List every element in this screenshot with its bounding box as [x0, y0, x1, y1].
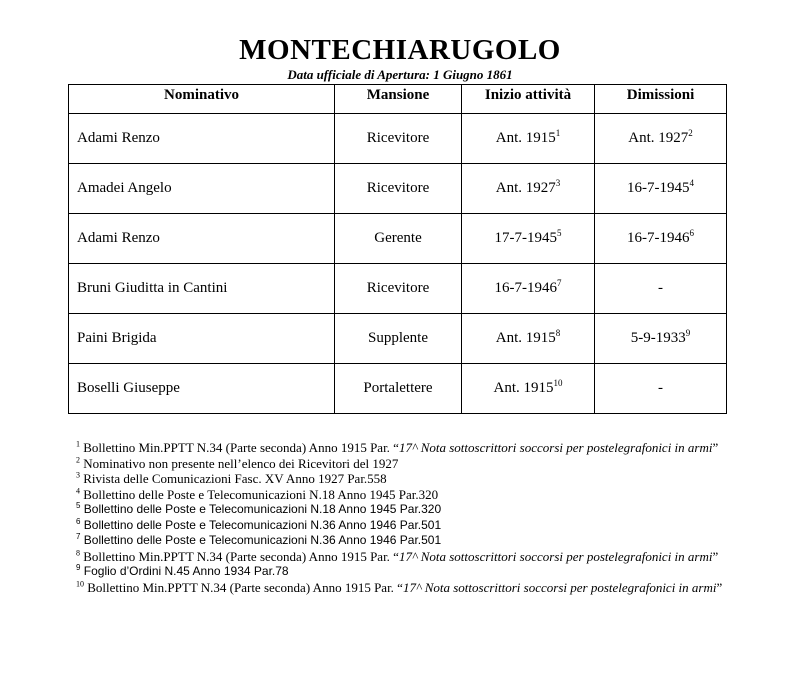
footnote-ref: 3 [555, 178, 561, 188]
table-row [69, 364, 727, 414]
footnote-ref: 2 [688, 128, 693, 138]
cell-role: Ricevitore [335, 114, 462, 164]
cell-name: Boselli Giuseppe [69, 364, 335, 414]
cell-end: 5-9-1933$^9$ [595, 314, 727, 364]
table-row [69, 214, 727, 264]
footnote: $^6$ Bollettino delle Poste e Telecomunicazioni N.36 Anno 1946 Par.501 [76, 516, 442, 532]
header-nominativo: Nominativo [69, 85, 335, 114]
cell-start: 16-7-1946$^7$ [462, 264, 595, 314]
footnote-ref: 10 [553, 378, 563, 388]
footnote-ref: 8 [555, 328, 561, 338]
opening-date-subtitle: Data ufficiale di Apertura: 1 Giugno 1861 [287, 67, 513, 82]
footnote: $^1$ Bollettino Min.PPTT N.34 (Parte seconda) Anno 1915 Par. “17^ Nota sottoscrittori soccorsi per postelegrafonici in armi” [76, 439, 719, 455]
header-inizio-attivita: Inizio attività [462, 85, 595, 114]
staff-table [68, 84, 727, 414]
footnote: $^{10}$ Bollettino Min.PPTT N.34 (Parte seconda) Anno 1915 Par. “17^ Nota sottoscrittori soccorsi per postelegrafonici in armi” [76, 579, 723, 595]
footnote-ref: 1 [555, 128, 561, 138]
cell-role: Gerente [335, 214, 462, 264]
table-header-row [69, 85, 727, 114]
footnote-ref: 5 [557, 228, 562, 238]
cell-name: Adami Renzo [69, 214, 335, 264]
cell-start: 17-7-1945$^5$ [462, 214, 595, 264]
footnote: $^9$ Foglio d’Ordini N.45 Anno 1934 Par.78 [76, 563, 289, 578]
cell-name: Bruni Giuditta in Cantini [69, 264, 335, 314]
table-row [69, 264, 727, 314]
cell-role: Supplente [335, 314, 462, 364]
cell-start: Ant. 1915$^{10}$ [462, 364, 595, 414]
cell-start: Ant. 1927$^3$ [462, 164, 595, 214]
cell-end: Ant. 1927$^2$ [595, 114, 727, 164]
table-row [69, 314, 727, 364]
footnote: $^5$ Bollettino delle Poste e Telecomunicazioni N.18 Anno 1945 Par.320 [76, 501, 442, 516]
cell-role: Ricevitore [335, 264, 462, 314]
cell-end: - [595, 364, 727, 414]
header-dimissioni: Dimissioni [595, 85, 727, 114]
cell-start: Ant. 1915$^1$ [462, 114, 595, 164]
table-row [69, 164, 727, 214]
cell-end: - [595, 264, 727, 314]
cell-name: Amadei Angelo [69, 164, 335, 214]
footnotes [76, 440, 736, 595]
cell-role: Ricevitore [335, 164, 462, 214]
footnote: $^8$ Bollettino Min.PPTT N.34 (Parte seconda) Anno 1915 Par. “17^ Nota sottoscrittori soccorsi per postelegrafonici in armi” [76, 548, 719, 564]
footnote-ref: 7 [557, 278, 562, 288]
page-title: MONTECHIARUGOLO [239, 34, 561, 66]
table-row [69, 114, 727, 164]
cell-name: Adami Renzo [69, 114, 335, 164]
footnote-ref: 6 [689, 228, 694, 238]
cell-end: 16-7-1946$^6$ [595, 214, 727, 264]
footnote-ref: 9 [685, 328, 691, 338]
header-mansione: Mansione [335, 85, 462, 114]
cell-end: 16-7-1945$^4$ [595, 164, 727, 214]
footnote-ref: 4 [689, 178, 694, 188]
cell-start: Ant. 1915$^8$ [462, 314, 595, 364]
footnote: $^7$ Bollettino delle Poste e Telecomunicazioni N.36 Anno 1946 Par.501 [76, 532, 442, 547]
cell-name: Paini Brigida [69, 314, 335, 364]
cell-role: Portalettere [335, 364, 462, 414]
footnote: $^4$ Bollettino delle Poste e Telecomunicazioni N.18 Anno 1945 Par.320 [76, 486, 439, 502]
footnote: $^3$ Rivista delle Comunicazioni Fasc. XV Anno 1927 Par.558 [76, 470, 387, 486]
footnote: $^2$ Nominativo non presente nell’elenco dei Ricevitori del 1927 [76, 455, 399, 471]
